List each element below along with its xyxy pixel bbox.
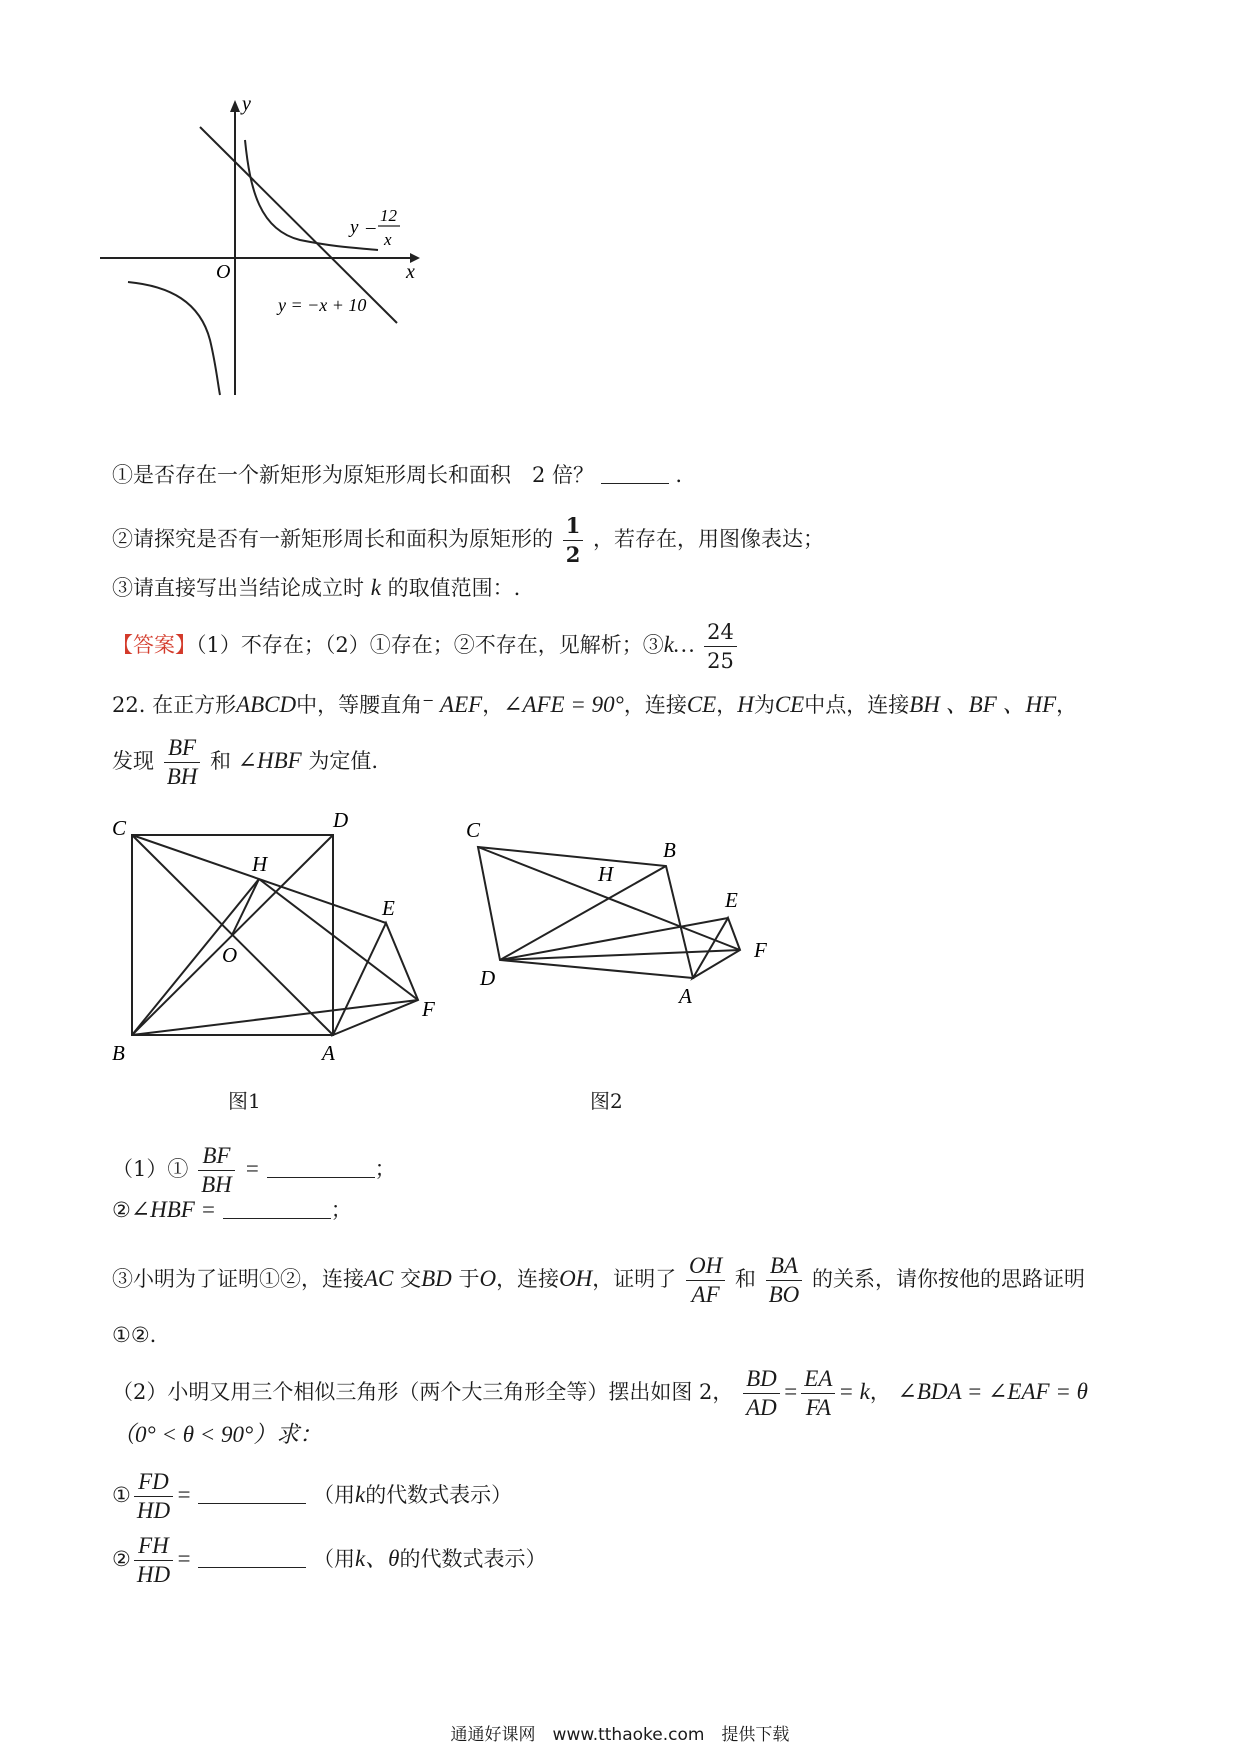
q21-sub3: ③请直接写出当结论成立时 k 的取值范围：.: [112, 575, 521, 600]
part2-intro: （2）小明又用三个相似三角形（两个大三角形全等）摆出如图 2， $\frac{BD}{AD}$ = $\frac{EA}{FA}$ = k， ∠BDA = ∠EAF = θ: [112, 1366, 1088, 1420]
part1-s3-cont: ①②.: [112, 1323, 157, 1347]
curve-label-y: y: [350, 217, 359, 238]
label-b: B: [112, 1041, 125, 1065]
label-b: B: [663, 838, 676, 862]
figure-1-caption: 图1: [228, 1089, 261, 1113]
label-e: E: [725, 888, 738, 912]
line-label: y = −x + 10: [278, 295, 367, 315]
part2-q1: ① $\frac{FD}{HD}$ = （用k的代数式表示）: [112, 1469, 513, 1523]
label-a: A: [679, 984, 692, 1008]
q21-answer: 【答案】（1）不存在；（2）①存在；②不存在，见解析；③k… $\frac{24}{25}$: [112, 618, 740, 675]
figure-1: [100, 805, 440, 1075]
origin-label: O: [216, 261, 231, 283]
label-e: E: [382, 896, 395, 920]
y-axis-arrow: [230, 100, 240, 112]
q22-stem: 22. 在正方形ABCD中，等腰直角⁻ AEF，∠AFE = 90°，连接CE，H为CE中点，连接BH 、BF 、HF，: [112, 692, 1078, 717]
footer-credit: 通通好课网 www.tthaoke.com 提供下载: [450, 1725, 790, 1745]
segment-bh: [132, 879, 259, 1035]
fraction-bf-bh: $\frac{BF}{BH}$: [164, 734, 201, 791]
function-graph: [100, 90, 440, 410]
fraction-one-half: $\frac{1}{2}$: [563, 512, 584, 569]
q21-sub1: ①是否存在一个新矩形为原矩形周长和面积 2 倍？ .: [112, 463, 683, 487]
segment-db: [500, 866, 666, 960]
answer-blank: [198, 1567, 306, 1568]
figure-2: [460, 805, 800, 1015]
answer-tag: 【答案】: [112, 633, 196, 657]
label-d: D: [333, 808, 349, 832]
figure-2-caption: 图2: [590, 1089, 623, 1113]
answer-blank: [267, 1177, 375, 1178]
part1-s2: ②∠HBF = ；: [112, 1197, 352, 1222]
curve-label-den: x: [384, 230, 392, 249]
part1-s1: （1）① $\frac{BF}{BH}$ = ；: [112, 1143, 396, 1197]
part1-s3: ③小明为了证明①②，连接AC 交BD 于O，连接OH，证明了 $\frac{OH}{AF}$ 和 $\frac{BA}{BO}$ 的关系，请你按他的思路证明: [112, 1253, 1085, 1307]
label-h: H: [252, 852, 268, 876]
label-o: O: [222, 943, 238, 967]
segment-de: [500, 918, 728, 960]
answer-blank: [198, 1503, 306, 1504]
answer-fraction: $\frac{24}{25}$: [704, 618, 737, 675]
answer-blank: [601, 483, 669, 484]
q22-found: 发现 $\frac{BF}{BH}$ 和 ∠HBF 为定值.: [112, 735, 379, 789]
axis-x-label: x: [406, 261, 415, 283]
label-c: C: [112, 816, 127, 840]
answer-blank: [223, 1218, 331, 1219]
hyperbola-branch-left: [128, 282, 220, 395]
label-f: F: [754, 938, 767, 962]
part2-q2: ② $\frac{FH}{HD}$ = （用k、θ的代数式表示）: [112, 1533, 547, 1587]
q21-sub2: ②请探究是否有一新矩形周长和面积为原矩形的 $\frac{1}{2}$ ，若存在，用图像表达；: [112, 513, 824, 567]
axis-y-label: y: [242, 93, 251, 115]
label-d: D: [480, 966, 496, 990]
part2-range: （0° < θ < 90°）求：: [112, 1422, 323, 1447]
label-c: C: [466, 818, 481, 842]
label-h: H: [598, 862, 614, 886]
triangle-aef: [333, 923, 418, 1035]
curve-label-num: 12: [380, 206, 397, 225]
svg-text:–: –: [366, 217, 376, 238]
label-f: F: [422, 997, 435, 1021]
label-a: A: [322, 1041, 335, 1065]
